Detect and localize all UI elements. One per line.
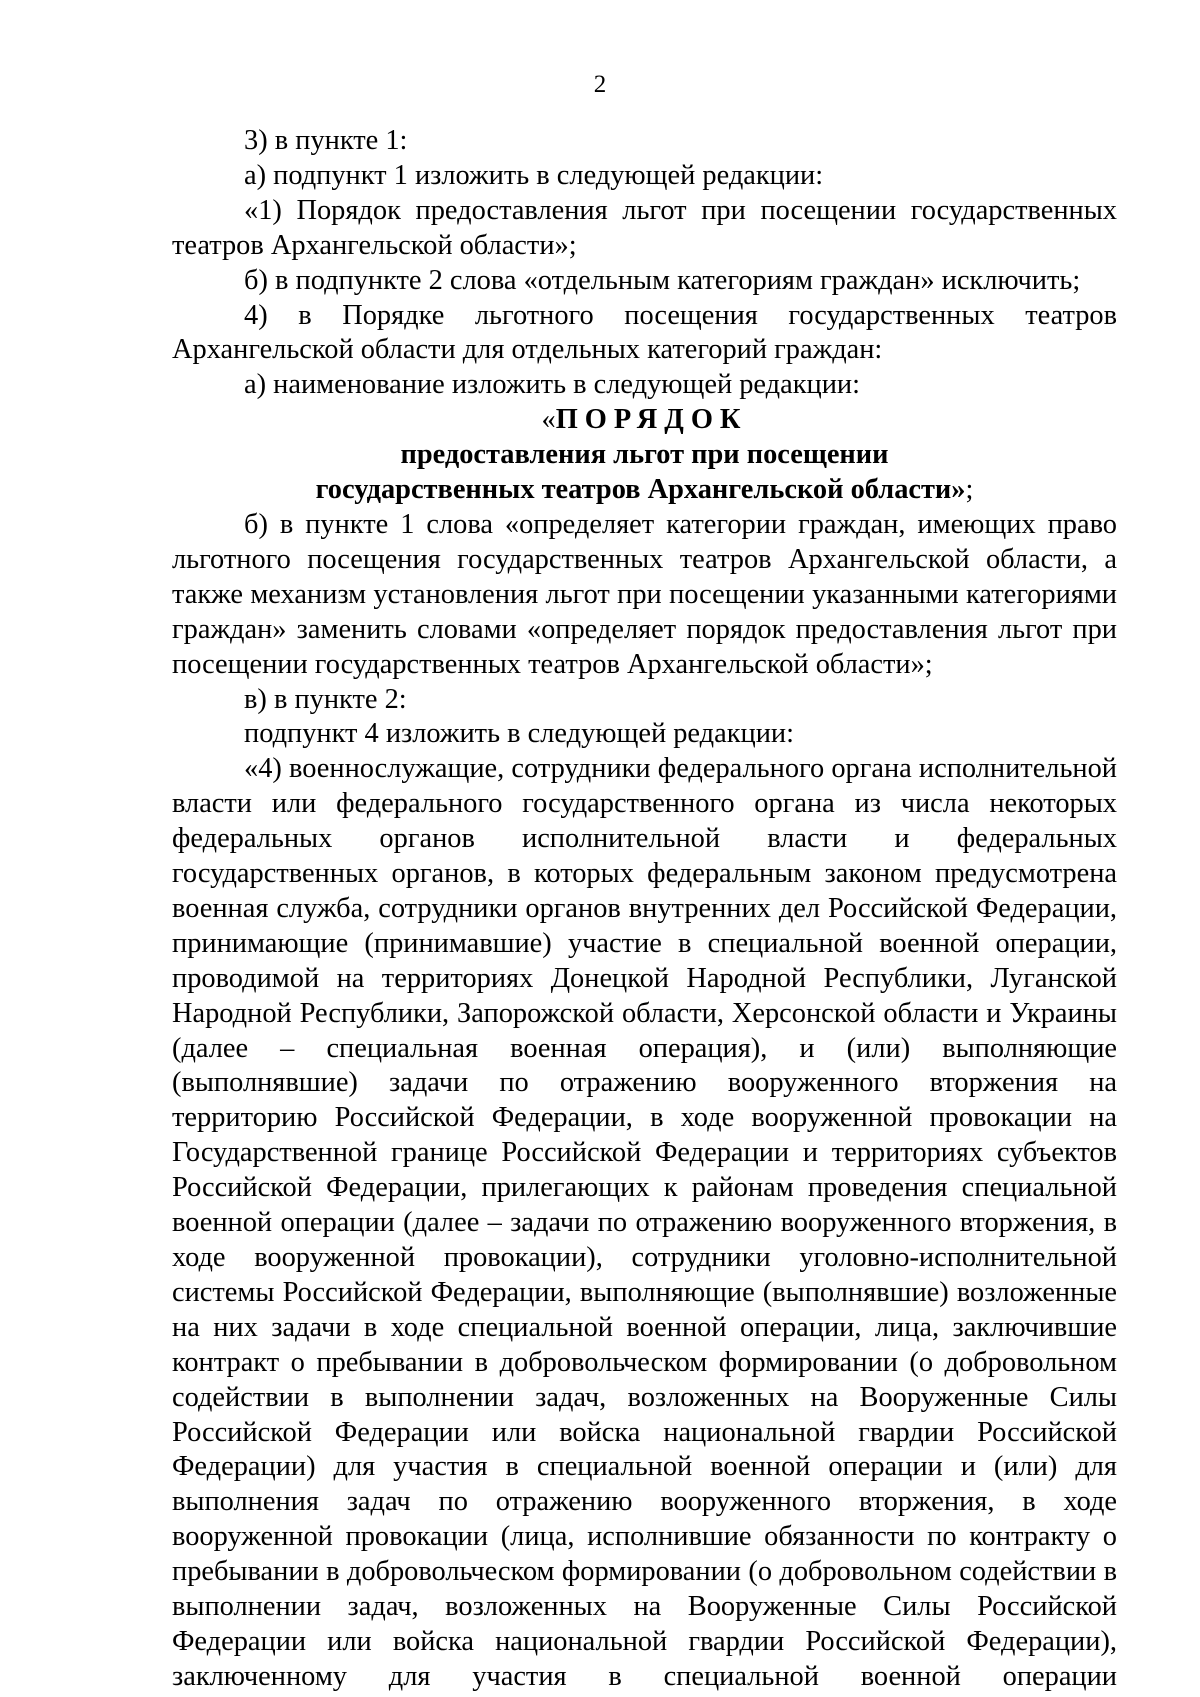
paragraph-subpoint-4: подпункт 4 изложить в следующей редакции: bbox=[244, 718, 794, 750]
paragraph-subitem-a: а) подпункт 1 изложить в следующей редакции: bbox=[244, 159, 824, 191]
title-line-3 bbox=[172, 473, 1117, 508]
title-open-quote: « bbox=[541, 404, 556, 436]
paragraph-item-3: 3) в пункте 1: bbox=[244, 125, 408, 156]
paragraph-item-4: 4) в Порядке льготного посещения государственных театров Архангельской области для отдельных категорий граждан: bbox=[172, 299, 1117, 366]
paragraph-subitem-v: в) в пункте 2: bbox=[244, 683, 407, 715]
paragraph-subitem-b-point-1: б) в пункте 1 слова «определяет категории граждан, имеющих право льготного посещения государственных театров Архангельской области, а также механизм установления льгот при посещении указанными категориями граждан» заменить словами «определяет порядок предоставления льгот при посещении государственных театров Архангельской области»; bbox=[172, 508, 1117, 680]
paragraph-quote-4: «4) военнослужащие, сотрудники федерального органа исполнительной власти или федерального государственного органа из числа некоторых федеральных органов исполнительной власти и федеральных государственных органов, в которых федеральным законом предусмотрена военная служба, сотрудники органов внутренних дел Российской Федерации, принимающие (принимавшие) участие в специальной военной операции, проводимой на территориях Донецкой Народной Республики, Луганской Народной Республики, Запорожской области, Херсонской области и Украины (далее – специальная военная операция), и (или) выполняющие (выполнявшие) задачи по отражению вооруженного вторжения на территорию Российской Федерации, в ходе вооруженной провокации на Государственной границе Российской Федерации и территориях субъектов Российской Федерации, прилегающих к районам проведения специальной военной операции (далее – задачи по отражению вооруженного вторжения, в ходе вооруженной провокации), сотрудники уголовно-исполнительной системы Российской Федерации, выполняющие (выполнявшие) возложенные на них задачи в ходе специальной военной операции, лица, заключившие контракт о пребывании в добровольческом формировании (о добровольном содействии в выполнении задач, возложенных на Вооруженные Силы Российской Федерации или войска национальной гвардии Российской Федерации) для участия в специальной военной операции и (или) для выполнения задач по отражению вооруженного вторжения, в ходе вооруженной провокации (лица, исполнившие обязанности по контракту о пребывании в добровольческом формировании (о добровольном содействии в выполнении задач, возложенных на Вооруженные Силы Российской Федерации или войска национальной гвардии Российской Федерации), заключенному для участия в специальной военной операции bbox=[172, 753, 1117, 1692]
paragraph-subitem-b: б) в подпункте 2 слова «отдельным категориям граждан» исключить; bbox=[244, 264, 1081, 296]
page-number: 2 bbox=[593, 71, 607, 98]
title-line-1 bbox=[172, 403, 1117, 438]
document-title bbox=[172, 403, 1117, 508]
title-line-2: предоставления льгот при посещении bbox=[400, 439, 889, 471]
title-word: ПОРЯДОК bbox=[555, 404, 748, 436]
title-line-3-text: государственных театров Архангельской области» bbox=[315, 474, 966, 506]
title-line-3-suffix: ; bbox=[965, 474, 974, 506]
paragraph-subitem-a-name: а) наименование изложить в следующей редакции: bbox=[244, 369, 860, 401]
document-body bbox=[172, 124, 1117, 1695]
paragraph-quote-1: «1) Порядок предоставления льгот при посещении государственных театров Архангельской области»; bbox=[172, 194, 1117, 261]
